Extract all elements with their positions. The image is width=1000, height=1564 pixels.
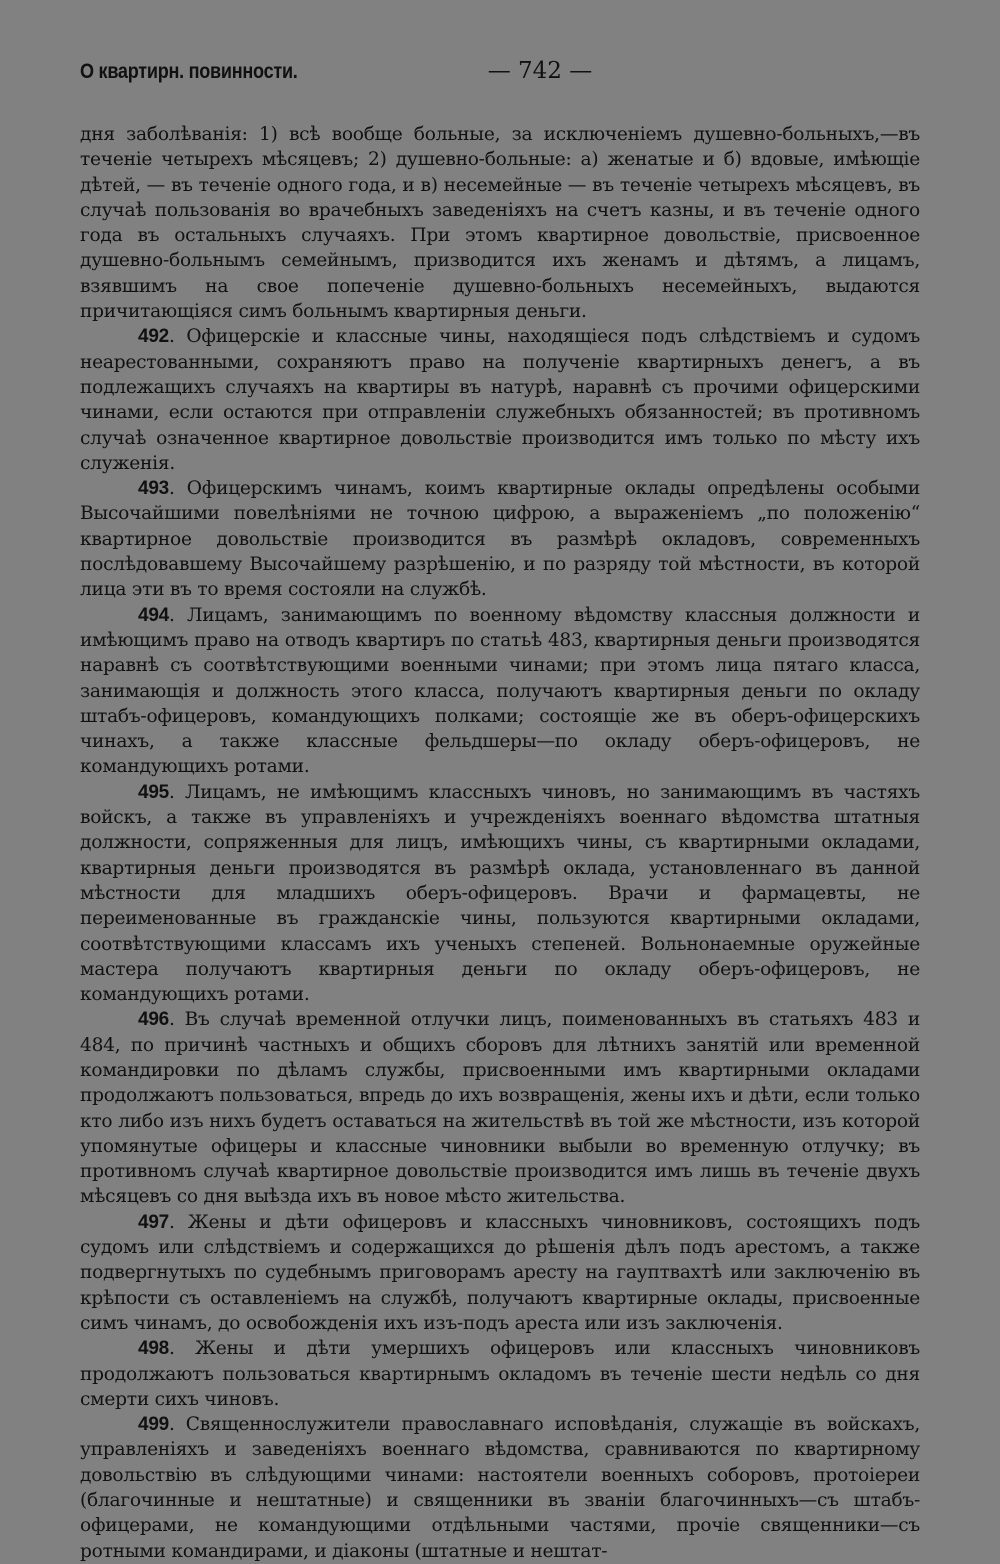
article-text: . Лицамъ, занимающимъ по военному вѣдомству классныя должности и имѣющимъ право на отводъ квартиръ по статьѣ 483, квартирныя деньги производятся наравнѣ съ соотвѣтствующими военными чинами; при этомъ лица пятаго класса, занимающія и должность этого класса, получаютъ квартирныя деньги по окладу штабъ-офицеровъ, командующихъ полками; состоящіе же въ оберъ-офицерскихъ чинахъ, а также классные фельдшеры—по окладу оберъ-офицеровъ, не командующихъ ротами. xyxy=(80,604,920,778)
article-text: . Лицамъ, не имѣющимъ классныхъ чиновъ, но занимающимъ въ частяхъ войскъ, а также въ управленіяхъ и учрежденіяхъ военнаго вѣдомства штатныя должности, сопряженныя для лицъ, имѣющихъ чины, съ квартирными окладами, квартирныя деньги производятся въ размѣрѣ оклада, установленнаго въ данной мѣстности для младшихъ оберъ-офицеровъ. Врачи и фармацевты, не переименованные въ гражданскіе чины, пользуются квартирными окладами, соотвѣтствующими классамъ ихъ ученыхъ степеней. Вольнонаемные оружейные мастера получаютъ квартирныя деньги по окладу оберъ-офицеровъ, не командующихъ ротами. xyxy=(80,781,920,1006)
article-number: 498 xyxy=(138,1338,169,1360)
article-number: 495 xyxy=(138,781,169,803)
article-499 xyxy=(80,1412,920,1564)
article-number: 496 xyxy=(138,1009,169,1031)
article-number: 492 xyxy=(138,326,169,348)
article-496 xyxy=(80,1007,920,1209)
article-number: 494 xyxy=(138,604,169,626)
article-number: 499 xyxy=(138,1414,169,1436)
article-495 xyxy=(80,780,920,1008)
article-494 xyxy=(80,603,920,780)
article-number: 497 xyxy=(138,1211,169,1233)
running-title: О квартирн. повинности. xyxy=(80,60,298,83)
article-497 xyxy=(80,1210,920,1336)
page-header xyxy=(80,60,920,94)
article-492 xyxy=(80,324,920,476)
continuation-paragraph: дня заболѣванія: 1) всѣ вообще больные, за исключеніемъ душевно-больныхъ,—въ теченіе четырехъ мѣсяцевъ; 2) душевно-больные: а) женатые и б) вдовые, имѣющіе дѣтей, — въ теченіе одного года, и в) несемейные — въ теченіе четырехъ мѣсяцевъ, въ случаѣ пользованія во врачебныхъ заведеніяхъ на счетъ казны, и въ теченіе одного года въ остальныхъ случаяхъ. При этомъ квартирное довольствіе, присвоенное душевно-больнымъ семейнымъ, призводится ихъ женамъ и дѣтямъ, а лицамъ, взявшимъ на свое попеченіе душевно-больныхъ несемейныхъ, выдаются причитающіяся симъ больнымъ квартирныя деньги. xyxy=(80,124,920,323)
article-text: . Офицерскіе и классные чины, находящіеся подъ слѣдствіемъ и судомъ неарестованными, сохраняютъ право на полученіе квартирныхъ денегъ, а въ подлежащихъ случаяхъ на квартиры въ натурѣ, наравнѣ съ прочими офицерскими чинами, если остаются при отправленіи служебныхъ обязанностей; въ противномъ случаѣ означенное квартирное довольствіе производится имъ только по мѣсту ихъ служенія. xyxy=(80,326,920,474)
article-text: . Офицерскимъ чинамъ, коимъ квартирные оклады опредѣлены особыми Высочайшими повелѣніями не точною цифрою, а выраженіемъ „по положенію“ квартирное довольствіе производится въ размѣрѣ окладовъ, современныхъ послѣдовавшему Высочайшему разрѣшенію, и по разряду той мѣстности, въ которой лица эти въ то время состояли на службѣ. xyxy=(80,478,920,601)
article-number: 493 xyxy=(138,478,169,500)
body-text xyxy=(80,122,920,1564)
article-text: . Священнослужители православнаго исповѣданія, служащіе въ войскахъ, управленіяхъ и заведеніяхъ военнаго вѣдомства, сравниваются по квартирному довольствію въ слѣдующими чинами: настоятели военныхъ соборовъ, протоіереи (благочинные и нештатные) и священники въ званіи благочинныхъ—съ штабъ-офицерами, не командующими отдѣльными частями, прочіе священники—съ ротными командирами, и діаконы (штатные и нештат- xyxy=(80,1414,920,1562)
page-number: — 742 — xyxy=(487,58,593,84)
article-text: . Въ случаѣ временной отлучки лицъ, поименованныхъ въ статьяхъ 483 и 484, по причинѣ частныхъ и общихъ сборовъ для лѣтнихъ занятій или временной командировки по дѣламъ службы, присвоенными имъ квартирными окладами продолжаютъ пользоваться, впредь до ихъ возвращенія, жены ихъ и дѣти, если только кто либо изъ нихъ будетъ оставаться на жительствѣ въ той же мѣстности, изъ которой упомянутые офицеры и классные чиновники выбыли во временную отлучку; въ противномъ случаѣ квартирное довольствіе производится имъ лишь въ теченіе двухъ мѣсяцевъ со дня выѣзда ихъ въ новое мѣсто жительства. xyxy=(80,1009,920,1208)
article-498 xyxy=(80,1336,920,1412)
article-text: . Жены и дѣти офицеровъ и классныхъ чиновниковъ, состоящихъ подъ судомъ или слѣдствіемъ и содержащихся до рѣшенія дѣлъ подъ арестомъ, а также подвергнутыхъ по судебнымъ приговорамъ аресту на гауптвахтѣ или заключенію въ крѣпости съ оставленіемъ на службѣ, получаютъ квартирные оклады, присвоенные симъ чинамъ, до освобожденія ихъ изъ-подъ ареста или изъ заключенія. xyxy=(80,1211,920,1334)
article-text: . Жены и дѣти умершихъ офицеровъ или классныхъ чиновниковъ продолжаютъ пользоваться квартирнымъ окладомъ въ теченіе шести недѣль со дня смерти сихъ чиновъ. xyxy=(80,1338,920,1410)
article-493 xyxy=(80,476,920,602)
